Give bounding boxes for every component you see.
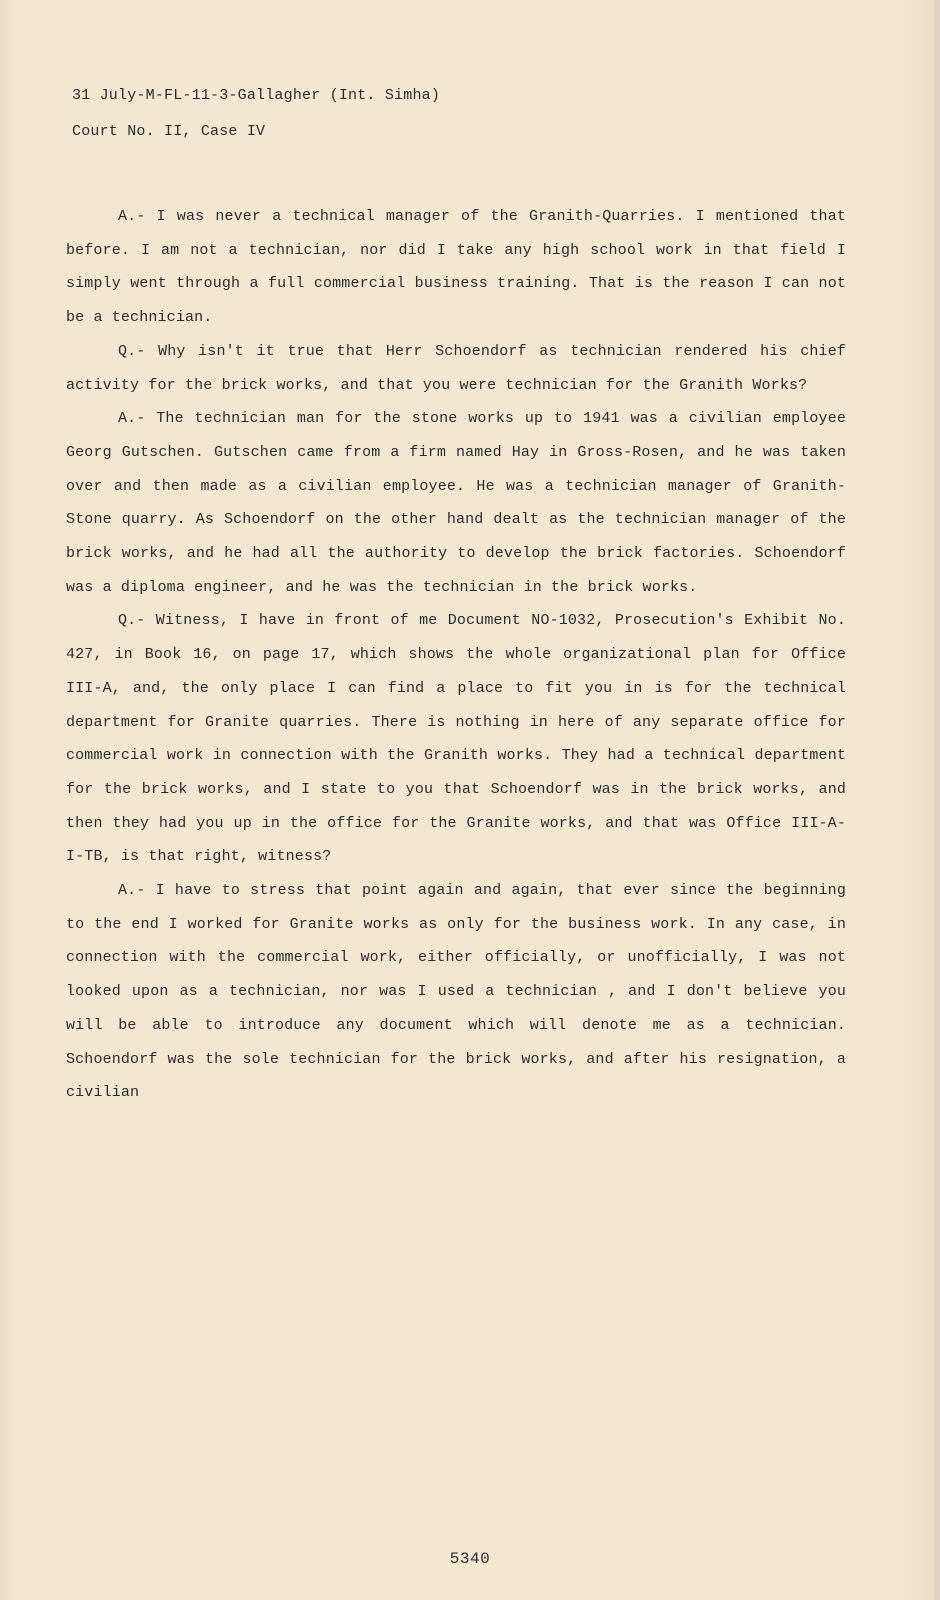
header-session-line: 31 July-M-FL-11-3-Gallagher (Int. Simha) <box>72 87 441 104</box>
document-header <box>72 78 440 150</box>
page-number: 5340 <box>449 1550 491 1568</box>
header-court-line: Court No. II, Case IV <box>72 123 266 140</box>
testimony-paragraph: A.- I have to stress that point again and again, that ever since the beginning to the end I worked for Granite works as only for the business work. In any case, in connection with the commercial work, either officially, or unofficially, I was not looked upon as a technician, nor was I used a technician , and I don't believe you will be able to introduce any document which will denote me as a technician. Schoendorf was the sole technician for the brick works, and after his resignation, a civilian <box>66 882 846 1102</box>
testimony-paragraph: A.- The technician man for the stone works up to 1941 was a civilian employee Georg Gutschen. Gutschen came from a firm named Hay in Gross-Rosen, and he was taken over and then made as a civilian employee. He was a technician manager of Granith-Stone quarry. As Schoendorf on the other hand dealt as the technician manager of the brick works, and he had all the authority to develop the brick factories. Schoendorf was a diploma engineer, and he was the technician in the brick works. <box>66 410 846 596</box>
testimony-paragraph: A.- I was never a technical manager of the Granith-Quarries. I mentioned that before. I am not a technician, nor did I take any high school work in that field I simply went through a full commercial business training. That is the reason I can not be a technician. <box>66 208 846 327</box>
testimony-paragraph: Q.- Why isn't it true that Herr Schoendorf as technician rendered his chief activity for the brick works, and that you were technician for the Granith Works? <box>66 342 846 394</box>
testimony-paragraph: Q.- Witness, I have in front of me Document NO-1032, Prosecution's Exhibit No. 427, in Book 16, on page 17, which shows the whole organizational plan for Office III-A, and, the only place I can find a place to fit you in is for the technical department for Granite quarries. There is nothing in here of any separate office for commercial work in connection with the Granith works. They had a technical department for the brick works, and I state to you that Schoendorf was in the brick works, and then they had you up in the office for the Granite works, and that was Office III-A-I-TB, is that right, witness? <box>66 612 846 866</box>
page-edge <box>934 0 940 1600</box>
testimony-body <box>66 200 846 1110</box>
